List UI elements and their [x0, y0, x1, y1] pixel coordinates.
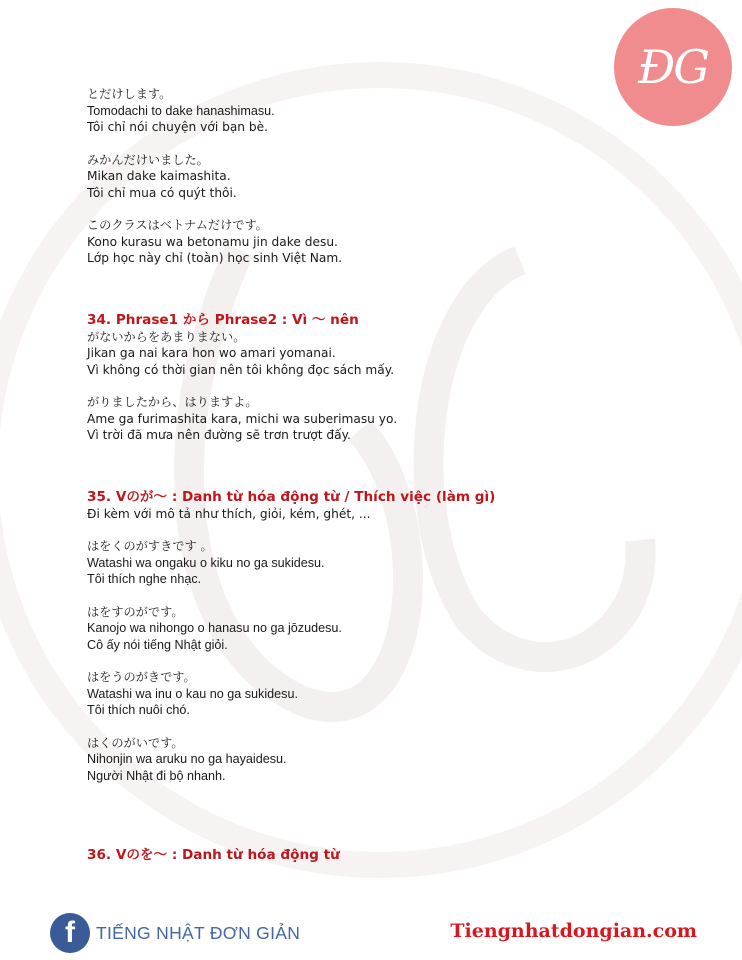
- text-line: Tomodachi to dake hanashimasu.: [87, 103, 275, 118]
- text-line: Tôi thích nghe nhạc.: [87, 572, 202, 586]
- text-line: Watashi wa inu o kau no ga sukidesu.: [87, 686, 298, 701]
- text-line: Watashi wa ongaku o kiku no ga sukidesu.: [87, 555, 325, 570]
- document-body: [87, 86, 647, 864]
- section-heading-34: 34. Phrase1 から Phrase2 : Vì ～ nên: [87, 311, 359, 328]
- website-link[interactable]: Tiengnhatdongian.com: [450, 920, 697, 942]
- text-line: Kanojo wa nihongo o hanasu no ga jōzudesu.: [87, 621, 342, 635]
- text-line: がないからをあまりまない。: [87, 329, 246, 344]
- text-line: はをうのがきです。: [87, 670, 196, 684]
- dg-logo: [614, 8, 732, 126]
- text-line: Tôi chỉ nói chuyện với bạn bè.: [87, 120, 268, 134]
- text-line: Mikan dake kaimashita.: [87, 169, 231, 183]
- footer-brand[interactable]: [50, 912, 300, 954]
- text-line: がりましたから、はりますよ。: [87, 395, 258, 409]
- text-line: このクラスはベトナムだけです。: [87, 218, 268, 232]
- logo-text: ĐG: [638, 40, 708, 94]
- section-heading-35: 35. Vのが～ : Danh từ hóa động từ / Thích việc (làm gì): [87, 488, 496, 505]
- text-line: Cô ấy nói tiếng Nhật giỏi.: [87, 637, 228, 652]
- text-line: Tôi chỉ mua có quýt thôi.: [87, 185, 237, 200]
- text-line: Ame ga furimashita kara, michi wa suberimasu yo.: [87, 411, 398, 426]
- text-line: Kono kurasu wa betonamu jin dake desu.: [87, 234, 338, 249]
- text-line: Vì trời đã mưa nên đường sẽ trơn trượt đấy.: [87, 428, 351, 442]
- text-line: Vì không có thời gian nên tôi không đọc sách mấy.: [87, 362, 395, 377]
- text-line: はをくのがすきです 。: [87, 539, 213, 553]
- text-line: Tôi thích nuôi chó.: [87, 703, 190, 717]
- facebook-icon[interactable]: f: [50, 913, 90, 953]
- text-line: はくのがいです。: [87, 735, 184, 750]
- text-line: とだけします。: [87, 87, 172, 101]
- text-line: Jikan ga nai kara hon wo amari yomanai.: [87, 346, 336, 360]
- section-heading-36: 36. Vのを～ : Danh từ hóa động từ: [87, 847, 340, 863]
- text-line: Đi kèm với mô tả như thích, giỏi, kém, ghét, ...: [87, 506, 371, 521]
- text-line: Người Nhật đi bộ nhanh.: [87, 768, 226, 783]
- text-line: みかんだけいました。: [87, 152, 209, 167]
- text-line: Nihonjin wa aruku no ga hayaidesu.: [87, 752, 287, 766]
- text-line: はをすのがです。: [87, 604, 184, 619]
- text-line: Lớp học này chỉ (toàn) học sinh Việt Nam.: [87, 251, 343, 265]
- brand-name: TIẾNG NHẬT ĐƠN GIẢN: [96, 922, 301, 943]
